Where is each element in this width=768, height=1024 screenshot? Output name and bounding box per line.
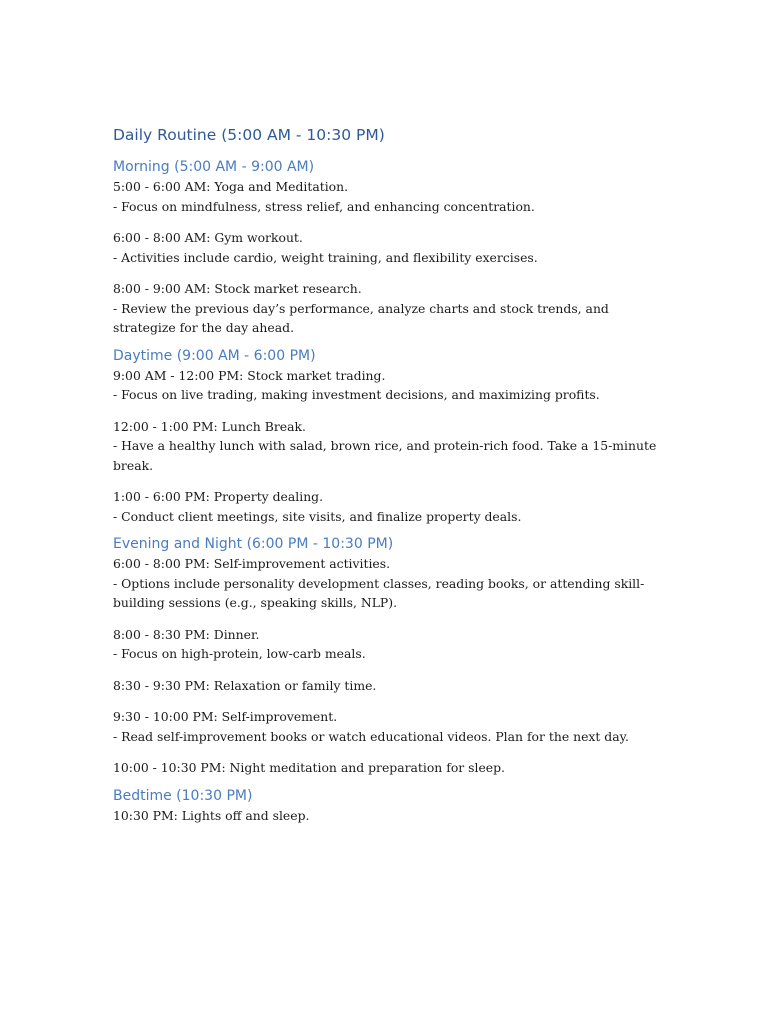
entry-time: 6:00 - 8:00 PM: Self-improvement activities.	[113, 556, 391, 571]
entry-detail: - Review the previous day’s performance, analyze charts and stock trends, and strategize for the day ahead.	[113, 300, 609, 335]
entry-detail: - Focus on mindfulness, stress relief, and enhancing concentration.	[113, 198, 535, 214]
entry-detail: - Conduct client meetings, site visits, and finalize property deals.	[113, 508, 522, 524]
schedule-entry	[113, 279, 673, 338]
entry-detail: - Read self-improvement books or watch educational videos. Plan for the next day.	[113, 728, 629, 744]
entry-time: 10:30 PM: Lights off and sleep.	[113, 807, 310, 823]
entry-time: 12:00 - 1:00 PM: Lunch Break.	[113, 418, 306, 434]
entry-time: 8:30 - 9:30 PM: Relaxation or family time.	[113, 677, 377, 693]
entry-detail: - Activities include cardio, weight training, and flexibility exercises.	[113, 249, 538, 265]
schedule-entry	[113, 625, 673, 664]
entry-time: 5:00 - 6:00 AM: Yoga and Meditation.	[113, 179, 349, 194]
section-evening-night	[113, 534, 673, 778]
entry-time: 10:00 - 10:30 PM: Night meditation and preparation for sleep.	[113, 760, 505, 775]
document-title: Daily Routine (5:00 AM - 10:30 PM)	[113, 126, 385, 144]
document-page	[113, 124, 673, 833]
entry-time: 9:00 AM - 12:00 PM: Stock market trading.	[113, 367, 386, 383]
section-heading: Daytime (9:00 AM - 6:00 PM)	[113, 347, 316, 364]
entry-detail: - Options include personality development classes, reading books, or attending skill-building sessions (e.g., speaking skills, NLP).	[113, 575, 645, 610]
entry-detail: - Focus on live trading, making investment decisions, and maximizing profits.	[113, 387, 600, 402]
schedule-entry	[113, 177, 673, 216]
schedule-entry	[113, 228, 673, 267]
entry-time: 1:00 - 6:00 PM: Property dealing.	[113, 489, 324, 504]
schedule-entry	[113, 758, 673, 778]
section-heading: Bedtime (10:30 PM)	[113, 787, 253, 804]
schedule-entry	[113, 487, 673, 526]
entry-detail: - Focus on high-protein, low-carb meals.	[113, 646, 366, 661]
schedule-entry	[113, 676, 673, 696]
section-heading: Morning (5:00 AM - 9:00 AM)	[113, 159, 315, 175]
schedule-entry	[113, 707, 673, 746]
section-bedtime	[113, 786, 673, 826]
schedule-entry	[113, 366, 673, 405]
schedule-entry	[113, 554, 673, 613]
section-heading: Evening and Night (6:00 PM - 10:30 PM)	[113, 536, 394, 552]
section-morning	[113, 157, 673, 338]
entry-time: 8:00 - 8:30 PM: Dinner.	[113, 626, 260, 642]
entry-time: 8:00 - 9:00 AM: Stock market research.	[113, 281, 362, 296]
section-daytime	[113, 346, 673, 527]
entry-time: 9:30 - 10:00 PM: Self-improvement.	[113, 709, 338, 724]
schedule-entry	[113, 806, 673, 826]
schedule-entry	[113, 417, 673, 476]
entry-detail: - Have a healthy lunch with salad, brown rice, and protein-rich food. Take a 15-minute break.	[113, 438, 657, 473]
entry-time: 6:00 - 8:00 AM: Gym workout.	[113, 230, 303, 245]
